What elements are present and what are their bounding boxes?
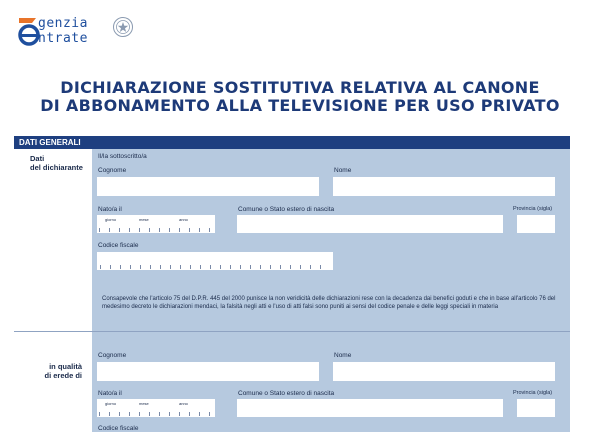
side-label-line: del dichiarante <box>30 163 83 172</box>
codice-fiscale-label: Codice fiscale <box>98 242 139 249</box>
section-header-dati-generali: DATI GENERALI <box>14 136 570 149</box>
provincia-field[interactable] <box>517 215 555 233</box>
comune-nascita-field[interactable] <box>237 215 503 233</box>
erede-provincia-label: Provincia (sigla) <box>513 390 553 396</box>
republic-emblem-icon <box>112 16 134 38</box>
intro-label: Il/la sottoscritto/a <box>98 153 147 160</box>
erede-cognome-field[interactable] <box>97 362 319 381</box>
nome-label: Nome <box>334 167 352 174</box>
mese-sublabel: mese <box>139 401 149 406</box>
date-tick-marks <box>99 228 213 232</box>
erede-comune-nascita-field[interactable] <box>237 399 503 417</box>
erede-nome-label: Nome <box>334 352 352 359</box>
erede-nato-il-label: Nato/a il <box>98 390 122 397</box>
agenzia-entrate-logo <box>16 14 166 48</box>
document-title-line2: DI ABBONAMENTO ALLA TELEVISIONE PER USO PRIVATO <box>40 96 560 115</box>
side-label-dati-dichiarante <box>30 154 83 172</box>
side-label-line: Dati <box>30 154 45 163</box>
side-label-line: in qualità <box>49 362 82 371</box>
logo-text-line2: ntrate <box>38 31 88 46</box>
legal-notice-text: Consapevole che l'articolo 75 del D.P.R. 445 del 2000 punisce la non veridicità delle dichiarazioni rese con la decadenza dai benefici goduti e che in base all'articolo 76 del medesimo decreto le dichiarazioni mendaci, la falsità negli atti e l'uso di atti falsi sono puniti ai sensi del codice penale e delle leggi speciali in materia <box>102 296 556 310</box>
erede-birth-date-field[interactable] <box>97 399 215 417</box>
mese-sublabel: mese <box>139 217 149 222</box>
giorno-sublabel: giorno <box>105 401 117 406</box>
codice-fiscale-tick-marks <box>100 265 330 269</box>
document-title-line1: DICHIARAZIONE SOSTITUTIVA RELATIVA AL CANONE <box>60 78 540 97</box>
logo-text-line1: genzia <box>38 16 88 31</box>
side-label-erede <box>38 362 82 380</box>
anno-sublabel: anno <box>179 401 188 406</box>
erede-provincia-field[interactable] <box>517 399 555 417</box>
erede-codice-fiscale-label: Codice fiscale <box>98 425 139 432</box>
nato-il-label: Nato/a il <box>98 206 122 213</box>
block-divider <box>14 331 570 332</box>
date-tick-marks <box>99 412 213 416</box>
provincia-label: Provincia (sigla) <box>513 206 553 212</box>
cognome-field[interactable] <box>97 177 319 196</box>
cognome-label: Cognome <box>98 167 127 174</box>
comune-nascita-label: Comune o Stato estero di nascita <box>238 206 335 213</box>
side-label-line: di erede di <box>44 371 82 380</box>
nome-field[interactable] <box>333 177 555 196</box>
birth-date-field[interactable] <box>97 215 215 233</box>
erede-cognome-label: Cognome <box>98 352 127 359</box>
erede-comune-nascita-label: Comune o Stato estero di nascita <box>238 390 335 397</box>
anno-sublabel: anno <box>179 217 188 222</box>
giorno-sublabel: giorno <box>105 217 117 222</box>
erede-nome-field[interactable] <box>333 362 555 381</box>
codice-fiscale-field[interactable] <box>97 252 333 270</box>
